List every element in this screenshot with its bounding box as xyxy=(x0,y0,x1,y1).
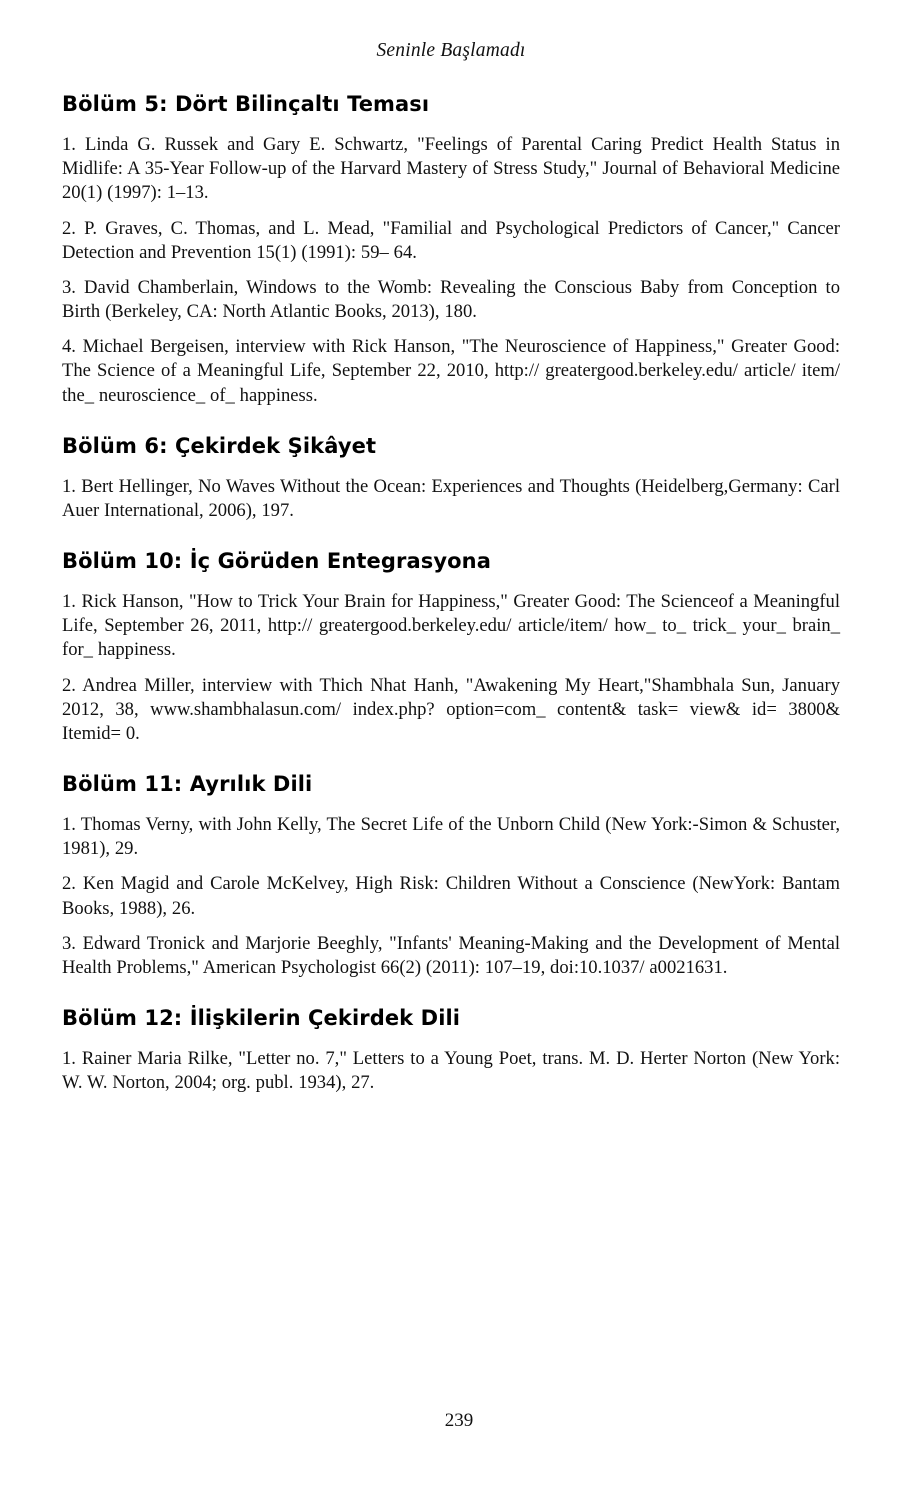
reference-entry: 3. Edward Tronick and Marjorie Beeghly, "Infants' Meaning-Making and the Development of Mental Health Problems," American Psychologist 66(2) (2011): 107–19, doi:10.1037/ a0021631. xyxy=(62,932,840,978)
notes-section xyxy=(62,434,840,523)
reference-entry: 4. Michael Bergeisen, interview with Rick Hanson, "The Neuroscience of Happiness," Greater Good: The Science of a Meaningful Life, September 22, 2010, http:// greatergood.berkeley.edu/ article/ item/ the_ neuroscience_ of_ happiness. xyxy=(62,336,840,406)
notes-section xyxy=(62,772,840,980)
reference-entry: 2. Andrea Miller, interview with Thich Nhat Hanh, "Awakening My Heart,"Shambhala Sun, January 2012, 38, www.shambhalasun.com/ index.php? option=com_ content& task= view& id= 3800& Itemid= 0. xyxy=(62,674,840,744)
reference-entry: 1. Rick Hanson, "How to Trick Your Brain for Happiness," Greater Good: The Scienceof a Meaningful Life, September 26, 2011, http:// greatergood.berkeley.edu/ article/item/ how_ to_ trick_ your_ brain_ for_ happiness. xyxy=(62,591,840,661)
section-title: Bölüm 5: Dört Bilinçaltı Teması xyxy=(62,92,430,116)
notes-section xyxy=(62,92,840,408)
reference-entry: 2. Ken Magid and Carole McKelvey, High Risk: Children Without a Conscience (NewYork: Bantam Books, 1988), 26. xyxy=(62,873,840,919)
reference-entry: 1. Rainer Maria Rilke, "Letter no. 7," Letters to a Young Poet, trans. M. D. Herter Norton (New York: W. W. Norton, 2004; org. publ. 1934), 27. xyxy=(62,1048,840,1094)
running-head: Seninle Başlamadı xyxy=(376,40,526,61)
reference-entry: 3. David Chamberlain, Windows to the Womb: Revealing the Conscious Baby from Conception to Birth (Berkeley, CA: North Atlantic Books, 2013), 180. xyxy=(62,276,840,323)
reference-entry: 1. Linda G. Russek and Gary E. Schwartz, "Feelings of Parental Caring Predict Health Status in Midlife: A 35-Year Follow-up of the Harvard Mastery of Stress Study," Journal of Behavioral Medicine 20(1) (1997): 1–13. xyxy=(62,134,840,204)
section-title: Bölüm 12: İlişkilerin Çekirdek Dili xyxy=(62,1006,461,1031)
section-title: Bölüm 11: Ayrılık Dili xyxy=(62,772,313,797)
page-number: 239 xyxy=(444,1410,474,1431)
notes-section xyxy=(62,1006,840,1095)
reference-entry: 1. Thomas Verny, with John Kelly, The Secret Life of the Unborn Child (New York:-Simon & Schuster, 1981), 29. xyxy=(62,814,840,860)
section-title: Bölüm 6: Çekirdek Şikâyet xyxy=(62,433,377,458)
section-title: Bölüm 10: İç Görüden Entegrasyona xyxy=(62,549,491,574)
notes-section xyxy=(62,549,840,746)
reference-entry: 2. P. Graves, C. Thomas, and L. Mead, "Familial and Psychological Predictors of Cancer," Cancer Detection and Prevention 15(1) (1991): 59– 64. xyxy=(62,217,840,263)
reference-entry: 1. Bert Hellinger, No Waves Without the Ocean: Experiences and Thoughts (Heidelberg,Germany: Carl Auer International, 2006), 197. xyxy=(62,475,840,521)
